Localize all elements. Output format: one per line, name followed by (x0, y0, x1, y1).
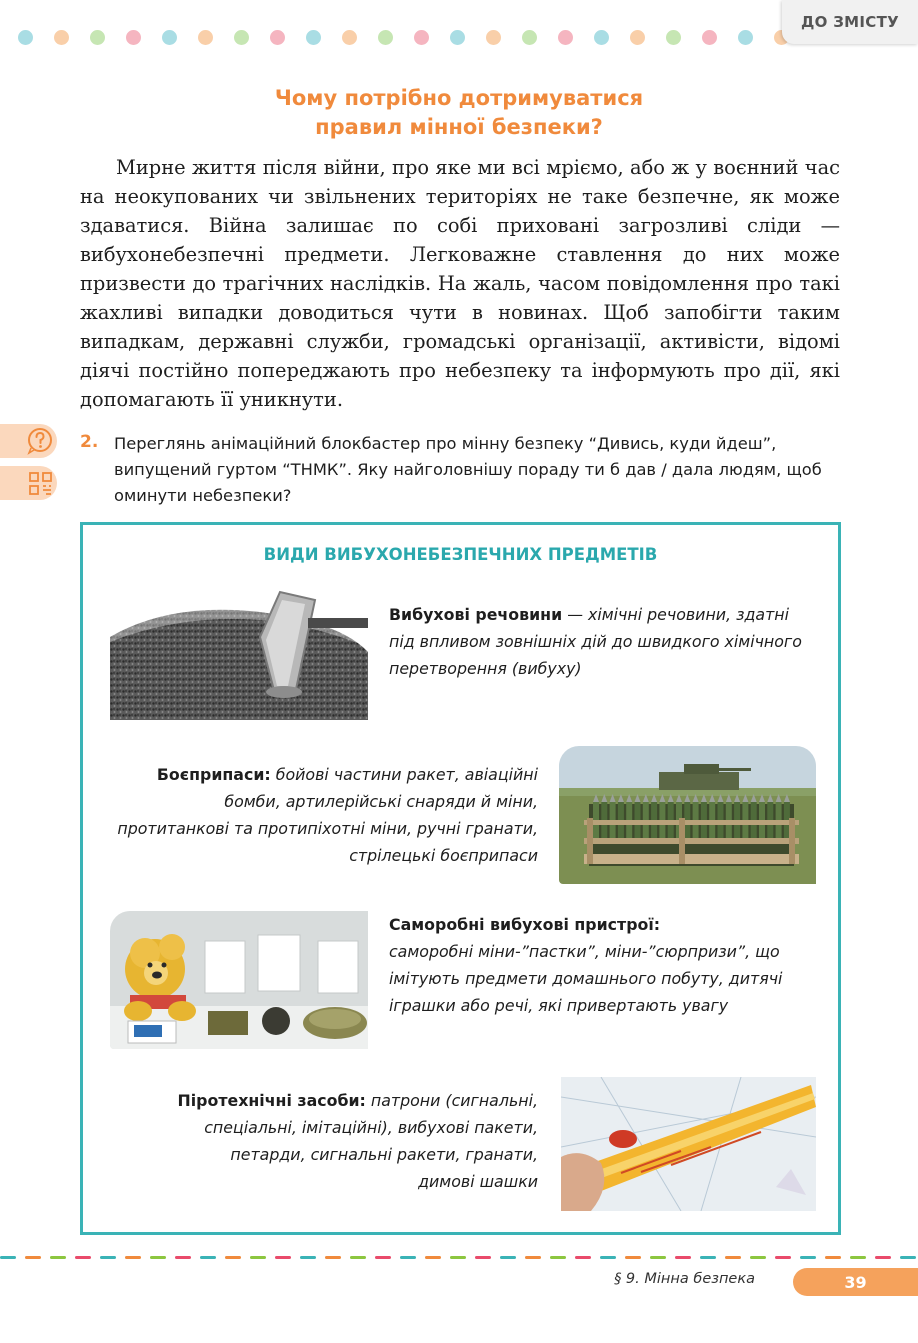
item-explosive-substances (389, 601, 809, 682)
footer-dash (175, 1256, 191, 1259)
footer-dash (475, 1256, 491, 1259)
item-definition: патрони (сигнальні, спеціальні, імітаційні), вибухові пакети, петарди, сигнальні ракети, гранати, димові шашки (204, 1091, 538, 1191)
footer-dash (850, 1256, 866, 1259)
task-text: Переглянь анімаційний блокбастер про мінну безпеку “Дивись, куди йдеш”, випущений гуртом “ТНМК”. Яку найголовнішу пораду ти б дав / дала людям, щоб оминути небезпеки? (114, 434, 822, 505)
decorative-dot (90, 30, 105, 45)
item-term: Вибухові речовини (389, 605, 563, 624)
question-tab[interactable] (0, 424, 57, 458)
decorative-dot (630, 30, 645, 45)
decorative-dot (594, 30, 609, 45)
footer-dash (900, 1256, 916, 1259)
qr-code-icon (0, 466, 57, 500)
section-heading (0, 84, 918, 142)
footer-dash (625, 1256, 641, 1259)
footer-dash (775, 1256, 791, 1259)
footer-dash (575, 1256, 591, 1259)
decorative-dot (18, 30, 33, 45)
footer-dash (300, 1256, 316, 1259)
footer-dash (725, 1256, 741, 1259)
box-title: ВИДИ ВИБУХОНЕБЕЗПЕЧНИХ ПРЕДМЕТІВ (263, 545, 658, 564)
item-pyrotechnics (173, 1087, 538, 1195)
qr-code-tab[interactable] (0, 466, 57, 500)
footer-dash (225, 1256, 241, 1259)
footer-dash (25, 1256, 41, 1259)
footer-dash (500, 1256, 516, 1259)
task-number: 2. (80, 432, 99, 452)
item-definition: бойові частини ракет, авіаційні бомби, артилерійські снаряди й міни, протитанкові та протипіхотні міни, ручні гранати, стрілецькі боєприпаси (117, 765, 538, 865)
improvised-devices-photo (110, 911, 368, 1049)
decorative-dot (378, 30, 393, 45)
footer-dash (600, 1256, 616, 1259)
decorative-dot (450, 30, 465, 45)
footer-dash (75, 1256, 91, 1259)
decorative-dot (342, 30, 357, 45)
decorative-dot (414, 30, 429, 45)
footer-dash (650, 1256, 666, 1259)
footer-dash (100, 1256, 116, 1259)
decorative-dot (234, 30, 249, 45)
footer-dash (525, 1256, 541, 1259)
item-definition: хімічні речовини, здатні під впливом зовнішніх дій до швидкого хімічного перетворення (вибуху) (389, 605, 802, 678)
footer-dash (250, 1256, 266, 1259)
decorative-dot (486, 30, 501, 45)
footer-dash (200, 1256, 216, 1259)
decorative-dot (666, 30, 681, 45)
footer-dash (425, 1256, 441, 1259)
section-heading-line1: Чому потрібно дотримуватися (274, 86, 644, 110)
section-heading-line2: правил мінної безпеки? (315, 115, 603, 139)
toc-button-label: ДО ЗМІСТУ (800, 13, 899, 31)
footer-dash (275, 1256, 291, 1259)
explosive-types-box (80, 522, 841, 1235)
decorative-dot (270, 30, 285, 45)
footer-dash (700, 1256, 716, 1259)
footer-dash (825, 1256, 841, 1259)
footer-dash (450, 1256, 466, 1259)
decorative-dot (558, 30, 573, 45)
footer-dash (350, 1256, 366, 1259)
page-number: 39 (844, 1272, 867, 1292)
decorative-dot (54, 30, 69, 45)
item-term: Боєприпаси: (156, 765, 271, 784)
decorative-dot (162, 30, 177, 45)
explosive-substance-photo (110, 582, 368, 720)
item-definition: саморобні міни-”пастки”, міни-”сюрпризи”, що імітують предмети домашнього побуту, дитячі іграшки або речі, які привертають увагу (389, 942, 783, 1015)
intro-paragraph: Мирне життя після війни, про яке ми всі мріємо, або ж у воєнний час на неокупованих чи звільнених територіях не таке безпечне, як може здаватися. Війна залишає по собі приховані загрозливі сліди — вибухонебезпечні предмети. Легковажне ставлення до них може призвести до трагічних наслідків. На жаль, часом повідомлення про такі жахливі випадки доводиться чути в новинах. Щоб запобігти таким випадкам, державні служби, громадські організації, активісти, відомі діячі постійно попереджають про небезпеку та інформують про дії, які допомагають її уникнути. (80, 156, 840, 411)
footer-dash (125, 1256, 141, 1259)
footer-dash (375, 1256, 391, 1259)
item-improvised-devices (389, 911, 824, 1019)
ammunition-photo (559, 746, 816, 884)
footer-section-label: § 9. Мінна безпека (614, 1271, 755, 1287)
footer-divider (0, 1256, 918, 1260)
footer-dash (400, 1256, 416, 1259)
decorative-dot (522, 30, 537, 45)
decorative-dot (198, 30, 213, 45)
item-term: Саморобні вибухові пристрої: (389, 915, 661, 934)
pyrotechnics-photo (561, 1077, 816, 1211)
decorative-dot (702, 30, 717, 45)
footer-dash (875, 1256, 891, 1259)
footer-dash (750, 1256, 766, 1259)
footer-dash (0, 1256, 16, 1259)
footer-dash (150, 1256, 166, 1259)
toc-button[interactable] (782, 0, 918, 44)
item-ammunition (113, 761, 538, 869)
item-term: Піротехнічні засоби: (177, 1091, 366, 1110)
decorative-dot (738, 30, 753, 45)
decorative-dot (306, 30, 321, 45)
decorative-dots-row (18, 30, 818, 46)
footer-dash (800, 1256, 816, 1259)
item-separator: — (562, 605, 589, 624)
footer-dash (550, 1256, 566, 1259)
question-icon (0, 424, 57, 458)
footer-dash (675, 1256, 691, 1259)
page-number-badge (793, 1268, 918, 1296)
decorative-dot (126, 30, 141, 45)
footer-dash (50, 1256, 66, 1259)
footer-dash (325, 1256, 341, 1259)
